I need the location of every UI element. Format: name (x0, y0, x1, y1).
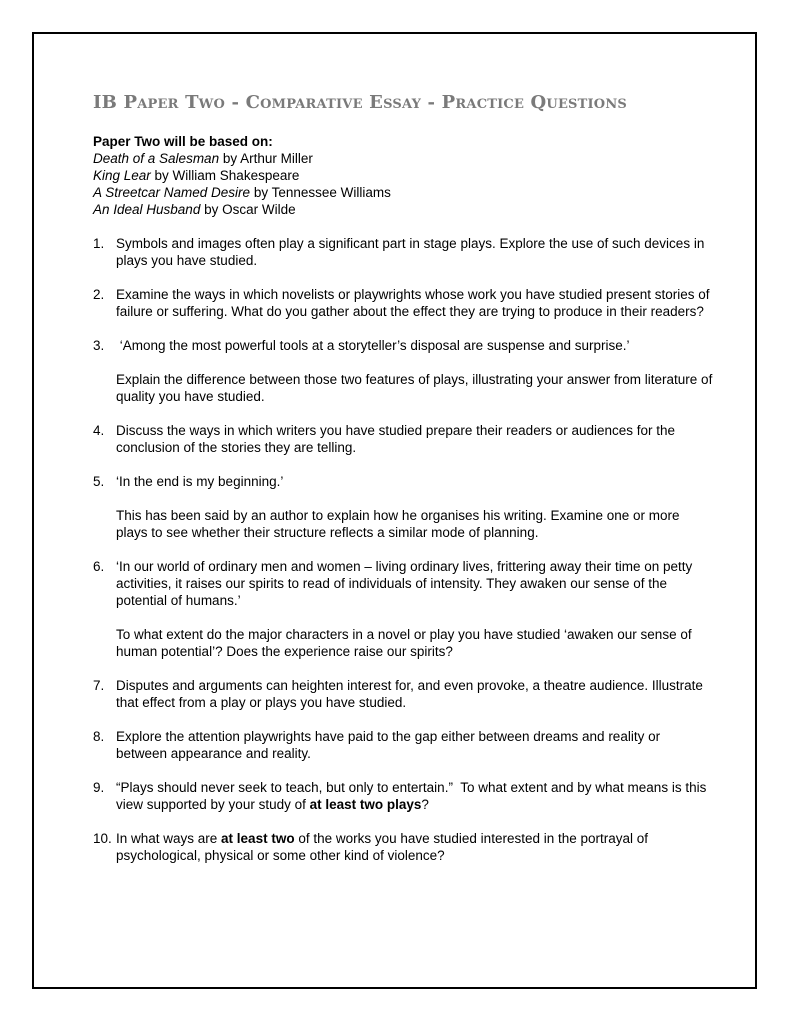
question-number: 1. (93, 236, 105, 251)
based-on-heading: Paper Two will be based on: (93, 134, 273, 149)
question-item (93, 422, 713, 456)
question-text: Explore the attention playwrights have paid to the gap either between dreams and reality or between appearance and reality. (116, 729, 661, 761)
question-number: 7. (93, 678, 105, 693)
question-number: 6. (93, 559, 105, 574)
document-title: IB Paper Two - Comparative Essay - Practice Questions (93, 92, 627, 113)
work-title: A Streetcar Named Desire (93, 185, 251, 200)
work-author: by Tennessee Williams (250, 185, 391, 200)
question-item (93, 830, 713, 864)
question-number: 2. (93, 287, 105, 302)
question-text: Explain the difference between those two features of plays, illustrating your answer from literature of quality you have studied. (116, 372, 713, 404)
work-title: Death of a Salesman (93, 151, 220, 166)
question-item (93, 677, 713, 711)
question-text: Disputes and arguments can heighten interest for, and even provoke, a theatre audience. Illustrate that effect from a play or plays you have studied. (116, 678, 703, 710)
question-number: 3. (93, 338, 105, 353)
work-author: by William Shakespeare (150, 168, 300, 183)
work-line (93, 167, 713, 184)
question-text: This has been said by an author to explain how he organises his writing. Examine one or more plays to see whether their structure reflects a similar mode of planning. (116, 508, 680, 540)
question-text-part: ? (421, 797, 429, 812)
question-item (93, 286, 713, 320)
question-item (93, 728, 713, 762)
question-number: 8. (93, 729, 105, 744)
work-line (93, 184, 713, 201)
question-text: Symbols and images often play a significant part in stage plays. Explore the use of such devices in plays you have studied. (116, 236, 705, 268)
question-text: ‘In our world of ordinary men and women – living ordinary lives, frittering away their time on petty activities, it raises our spirits to read of individuals of intensity. They awaken our sense of the potential of humans.’ (116, 559, 693, 608)
question-number: 4. (93, 423, 105, 438)
based-on-section (93, 133, 713, 218)
work-author: by Oscar Wilde (200, 202, 296, 217)
question-text-part: of the works you have studied interested in the portrayal of psychological, physical or some other kind of violence? (116, 831, 652, 863)
question-text-part: “Plays should never seek to teach, but only to entertain.” To what extent and by what means is this view supported by your study of (116, 780, 711, 812)
question-number: 9. (93, 780, 105, 795)
question-text (116, 779, 713, 813)
emphasis-text: at least two (221, 831, 295, 846)
question-item (93, 235, 713, 269)
question-item (93, 779, 713, 813)
question-list (93, 235, 713, 864)
question-text: Discuss the ways in which writers you have studied prepare their readers or audiences for the conclusion of the stories they are telling. (116, 423, 676, 455)
emphasis-text: at least two plays (309, 797, 422, 812)
question-number: 10. (93, 831, 112, 846)
question-item (93, 337, 713, 405)
work-author: by Arthur Miller (219, 151, 313, 166)
work-line (93, 201, 713, 218)
question-number: 5. (93, 474, 105, 489)
question-text: ‘Among the most powerful tools at a storyteller’s disposal are suspense and surprise.’ (116, 338, 630, 353)
work-title: An Ideal Husband (93, 202, 201, 217)
question-item (93, 558, 713, 660)
document-body (93, 133, 713, 864)
question-text: Examine the ways in which novelists or playwrights whose work you have studied present stories of failure or suffering. What do you gather about the effect they are trying to produce in their readers? (116, 287, 710, 319)
question-text: To what extent do the major characters in a novel or play you have studied ‘awaken our sense of human potential’? Does the experience raise our spirits? (116, 627, 692, 659)
question-item (93, 473, 713, 541)
work-title: King Lear (93, 168, 151, 183)
question-text (116, 830, 713, 864)
question-text-part: In what ways are (116, 831, 222, 846)
work-line (93, 150, 713, 167)
question-text: ‘In the end is my beginning.’ (116, 474, 284, 489)
